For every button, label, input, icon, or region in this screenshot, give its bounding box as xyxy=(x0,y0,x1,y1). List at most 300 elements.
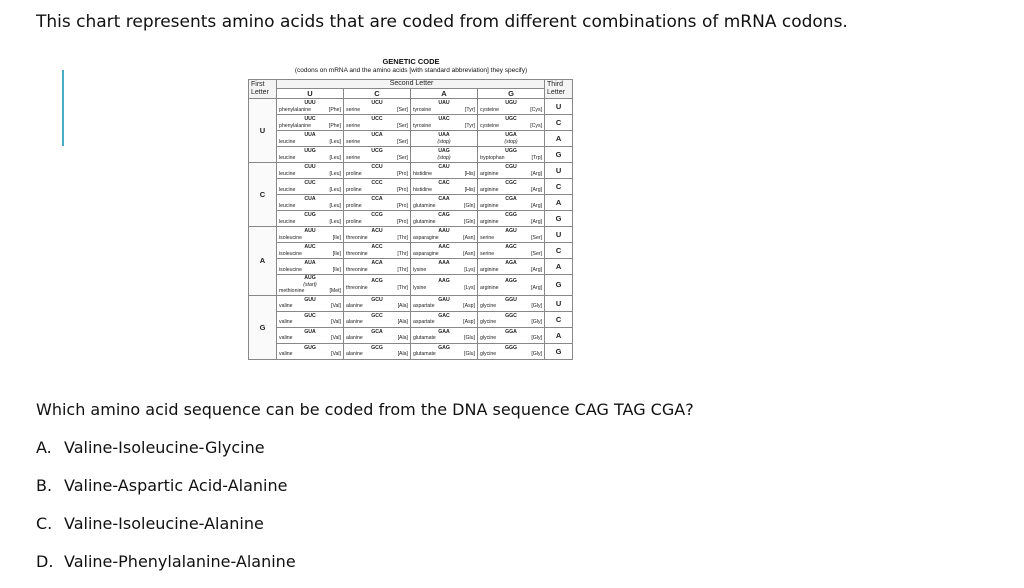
amino-acid-abbr: [Gly] xyxy=(531,335,543,342)
third-letter-cell: U xyxy=(545,227,573,243)
amino-acid-line xyxy=(279,139,341,146)
codon-cell xyxy=(277,147,344,163)
codon-label: GGC xyxy=(505,312,517,319)
amino-acid-name: valine xyxy=(279,303,293,310)
second-letter-header: Second Letter xyxy=(277,80,545,89)
option-letter: A. xyxy=(36,438,52,457)
third-letter-cell: G xyxy=(545,147,573,163)
codon-label: ACG xyxy=(371,278,383,285)
amino-acid-abbr: [Glu] xyxy=(464,335,475,342)
codon-cell xyxy=(277,211,344,227)
codon-label: GAC xyxy=(438,312,450,319)
amino-acid-abbr: [Arg] xyxy=(531,218,543,225)
codon-label: ACC xyxy=(371,243,383,250)
amino-acid-abbr: [Leu] xyxy=(329,186,341,193)
third-letter-cell: U xyxy=(545,99,573,115)
codon-label: CCG xyxy=(371,211,383,218)
amino-acid-line xyxy=(413,139,475,146)
amino-acid-name: isoleucine xyxy=(279,266,303,273)
amino-acid-line xyxy=(346,139,408,146)
codon-label: UUU xyxy=(304,99,316,106)
amino-acid-line xyxy=(346,235,408,242)
third-letter-cell: A xyxy=(545,131,573,147)
figure-subtitle: (codons on mRNA and the amino acids [with standard abbreviation] they specify) xyxy=(294,67,528,74)
codon-label: UAU xyxy=(438,99,450,106)
codon-row xyxy=(249,179,573,195)
amino-acid-abbr: [Cys] xyxy=(530,106,543,113)
codon-cell xyxy=(478,295,545,311)
amino-acid-name: leucine xyxy=(279,138,296,145)
answer-option[interactable] xyxy=(36,550,296,588)
amino-acid-name: methionine xyxy=(279,288,305,295)
codon-label: UGA xyxy=(505,131,517,138)
amino-acid-name: proline xyxy=(346,170,362,177)
amino-acid-name: glycine xyxy=(480,319,497,326)
codon-row xyxy=(249,163,573,179)
amino-acid-line xyxy=(480,351,542,358)
codon-cell xyxy=(411,195,478,211)
amino-acid-name: phenylalanine xyxy=(279,106,312,113)
amino-acid-abbr: [Arg] xyxy=(531,186,543,193)
amino-acid-abbr: [Thr] xyxy=(397,266,408,273)
codon-cell xyxy=(277,343,344,359)
codon-label: UAG xyxy=(438,147,450,154)
codon-label: CAG xyxy=(438,211,450,218)
amino-acid-abbr: [Lys] xyxy=(464,284,475,291)
amino-acid-line xyxy=(279,351,341,358)
codon-cell xyxy=(344,275,411,296)
codon-label: CUU xyxy=(304,163,316,170)
codon-label: AUA xyxy=(304,259,316,266)
amino-acid-abbr: [Ile] xyxy=(332,266,341,273)
codon-cell xyxy=(344,195,411,211)
codon-label: UCC xyxy=(371,115,383,122)
third-letter-cell: U xyxy=(545,295,573,311)
amino-acid-line xyxy=(480,267,542,274)
second-base-header: C xyxy=(344,89,411,99)
amino-acid-name: tyrosine xyxy=(413,106,432,113)
codon-label: CGU xyxy=(505,163,517,170)
third-letter-cell: G xyxy=(545,343,573,359)
codon-row xyxy=(249,115,573,131)
amino-acid-abbr: [Asn] xyxy=(463,250,475,257)
amino-acid-abbr: [Phe] xyxy=(328,122,341,129)
amino-acid-line xyxy=(346,251,408,258)
codon-label: GUC xyxy=(304,312,316,319)
amino-acid-abbr: [Phe] xyxy=(328,106,341,113)
codon-label: CCA xyxy=(371,195,383,202)
codon-cell xyxy=(277,179,344,195)
third-letter-cell: C xyxy=(545,243,573,259)
amino-acid-line xyxy=(346,123,408,130)
codon-cell xyxy=(277,99,344,115)
codon-cell xyxy=(344,227,411,243)
amino-acid-abbr: [Glu] xyxy=(464,351,475,358)
option-text: Valine-Isoleucine-Alanine xyxy=(64,514,264,533)
amino-acid-name: serine xyxy=(480,250,495,257)
codon-cell xyxy=(277,227,344,243)
amino-acid-name: serine xyxy=(480,234,495,241)
amino-acid-abbr: [Ser] xyxy=(397,138,408,145)
third-letter-cell: G xyxy=(545,275,573,296)
third-letter-cell: G xyxy=(545,211,573,227)
amino-acid-abbr: [Lys] xyxy=(464,266,475,273)
genetic-code-figure xyxy=(248,57,574,360)
amino-acid-name: serine xyxy=(346,122,361,129)
amino-acid-line xyxy=(480,251,542,258)
amino-acid-abbr: [Ala] xyxy=(397,335,408,342)
third-letter-cell: A xyxy=(545,195,573,211)
option-letter: C. xyxy=(36,514,53,533)
third-letter-cell: A xyxy=(545,327,573,343)
codon-label: AGA xyxy=(505,259,517,266)
codon-label: AUU xyxy=(304,227,316,234)
question-text: Which amino acid sequence can be coded from the DNA sequence CAG TAG CGA? xyxy=(36,400,694,419)
codon-label: ACA xyxy=(371,259,383,266)
amino-acid-line xyxy=(480,219,542,226)
amino-acid-abbr: [Pro] xyxy=(397,170,408,177)
codon-cell xyxy=(411,131,478,147)
codon-label: UGC xyxy=(505,115,517,122)
amino-acid-name: serine xyxy=(346,138,361,145)
amino-acid-name: leucine xyxy=(279,170,296,177)
codon-label: AUC xyxy=(304,243,316,250)
codon-note: (start) xyxy=(303,281,317,288)
amino-acid-abbr: [Cys] xyxy=(530,122,543,129)
amino-acid-line xyxy=(279,203,341,210)
amino-acid-name: valine xyxy=(279,335,293,342)
amino-acid-name: leucine xyxy=(279,154,296,161)
codon-label: GGG xyxy=(504,344,518,351)
amino-acid-name: valine xyxy=(279,319,293,326)
codon-row xyxy=(249,211,573,227)
amino-acid-abbr: [Asn] xyxy=(463,234,475,241)
amino-acid-abbr: [Thr] xyxy=(397,250,408,257)
amino-acid-line xyxy=(279,267,341,274)
codon-label: CAU xyxy=(438,163,450,170)
amino-acid-line xyxy=(279,123,341,130)
amino-acid-abbr: [Ser] xyxy=(397,154,408,161)
amino-acid-line xyxy=(279,187,341,194)
amino-acid-line xyxy=(346,267,408,274)
amino-acid-name: arginine xyxy=(480,218,499,225)
codon-cell xyxy=(344,163,411,179)
codon-cell xyxy=(478,343,545,359)
codon-label: CUC xyxy=(304,179,316,186)
amino-acid-abbr: [Gln] xyxy=(464,202,475,209)
codon-cell xyxy=(277,115,344,131)
amino-acid-abbr: [Trp] xyxy=(531,154,543,161)
codon-cell xyxy=(478,311,545,327)
amino-acid-abbr: [Arg] xyxy=(531,170,543,177)
first-letter-cell: G xyxy=(249,295,277,359)
second-base-header: G xyxy=(478,89,545,99)
codon-label: CUG xyxy=(304,211,316,218)
codon-label: AAC xyxy=(438,243,450,250)
codon-cell xyxy=(277,163,344,179)
amino-acid-name: threonine xyxy=(346,250,368,257)
amino-acid-abbr: [Pro] xyxy=(397,218,408,225)
amino-acid-abbr: [Val] xyxy=(331,303,341,310)
amino-acid-line xyxy=(413,123,475,130)
codon-row xyxy=(249,311,573,327)
amino-acid-line xyxy=(346,107,408,114)
codon-label: CCC xyxy=(371,179,383,186)
codon-label: ACU xyxy=(371,227,383,234)
codon-cell xyxy=(478,327,545,343)
amino-acid-abbr: [Thr] xyxy=(397,234,408,241)
amino-acid-line xyxy=(346,155,408,162)
codon-label: UAC xyxy=(438,115,450,122)
codon-cell xyxy=(411,163,478,179)
amino-acid-name: alanine xyxy=(346,319,363,326)
codon-cell xyxy=(277,275,344,296)
third-letter-cell: C xyxy=(545,311,573,327)
amino-acid-name: threonine xyxy=(346,234,368,241)
amino-acid-name: aspartate xyxy=(413,319,435,326)
amino-acid-name: arginine xyxy=(480,170,499,177)
amino-acid-abbr: [Ala] xyxy=(397,319,408,326)
codon-label: GAU xyxy=(438,296,450,303)
amino-acid-line xyxy=(346,285,408,292)
codon-label: AAU xyxy=(438,227,450,234)
codon-cell xyxy=(344,327,411,343)
amino-acid-line xyxy=(346,219,408,226)
codon-row xyxy=(249,147,573,163)
amino-acid-line xyxy=(346,203,408,210)
amino-acid-name: cysteine xyxy=(480,106,500,113)
codon-cell xyxy=(411,259,478,275)
codon-label: CGC xyxy=(505,179,517,186)
codon-cell xyxy=(344,99,411,115)
amino-acid-name: glutamine xyxy=(413,202,436,209)
codon-cell xyxy=(478,195,545,211)
answer-option[interactable] xyxy=(36,436,296,474)
amino-acid-name: histidine xyxy=(413,186,433,193)
amino-acid-abbr: [Asp] xyxy=(463,303,475,310)
codon-label: AGC xyxy=(505,243,517,250)
codon-cell xyxy=(344,179,411,195)
codon-cell xyxy=(411,311,478,327)
genetic-code-table xyxy=(248,79,573,360)
amino-acid-name: aspartate xyxy=(413,303,435,310)
second-base-header: U xyxy=(277,89,344,99)
amino-acid-abbr: [Ala] xyxy=(397,351,408,358)
codon-cell xyxy=(478,99,545,115)
amino-acid-abbr: [Leu] xyxy=(329,218,341,225)
amino-acid-name: lysine xyxy=(413,266,427,273)
codon-cell xyxy=(478,147,545,163)
amino-acid-abbr: [Val] xyxy=(331,319,341,326)
amino-acid-abbr: [Ile] xyxy=(332,234,341,241)
codon-label: AGU xyxy=(505,227,517,234)
amino-acid-line xyxy=(480,335,542,342)
second-base-header: A xyxy=(411,89,478,99)
amino-acid-name: leucine xyxy=(279,218,296,225)
amino-acid-name: proline xyxy=(346,218,362,225)
amino-acid-name: cysteine xyxy=(480,122,500,129)
codon-cell xyxy=(277,243,344,259)
codon-cell xyxy=(344,115,411,131)
amino-acid-name: threonine xyxy=(346,266,368,273)
codon-cell xyxy=(344,211,411,227)
figure-title: GENETIC CODE xyxy=(382,57,440,66)
amino-acid-abbr: [Gly] xyxy=(531,319,543,326)
amino-acid-line xyxy=(346,335,408,342)
amino-acid-name: tyrosine xyxy=(413,122,432,129)
codon-cell xyxy=(344,131,411,147)
codon-cell xyxy=(411,243,478,259)
codon-label: GAG xyxy=(438,344,450,351)
amino-acid-name: glutamate xyxy=(413,351,436,358)
amino-acid-name: threonine xyxy=(346,284,368,291)
amino-acid-line xyxy=(413,219,475,226)
amino-acid-abbr: [Ser] xyxy=(397,122,408,129)
codon-label: GUU xyxy=(304,296,316,303)
amino-acid-abbr: [Arg] xyxy=(531,266,543,273)
codon-cell xyxy=(277,259,344,275)
codon-cell xyxy=(478,259,545,275)
codon-row xyxy=(249,243,573,259)
option-text: Valine-Aspartic Acid-Alanine xyxy=(64,476,288,495)
codon-cell xyxy=(411,275,478,296)
amino-acid-line xyxy=(413,285,475,292)
amino-acid-name: arginine xyxy=(480,202,499,209)
codon-label: GGA xyxy=(505,328,517,335)
amino-acid-abbr: [Pro] xyxy=(397,202,408,209)
amino-acid-name: glycine xyxy=(480,351,497,358)
amino-acid-line xyxy=(413,235,475,242)
amino-acid-abbr: [Val] xyxy=(331,335,341,342)
amino-acid-name: (stop) xyxy=(437,154,451,161)
codon-label: UCU xyxy=(371,99,383,106)
codon-cell xyxy=(277,311,344,327)
codon-label: CGA xyxy=(505,195,517,202)
amino-acid-abbr: [Pro] xyxy=(397,186,408,193)
codon-row xyxy=(249,275,573,296)
amino-acid-name: glutamine xyxy=(413,218,436,225)
codon-cell xyxy=(478,227,545,243)
third-letter-cell: U xyxy=(545,163,573,179)
codon-cell xyxy=(344,147,411,163)
codon-label: UUA xyxy=(304,131,316,138)
codon-cell xyxy=(411,227,478,243)
amino-acid-line xyxy=(413,251,475,258)
codon-cell xyxy=(478,115,545,131)
amino-acid-line xyxy=(480,235,542,242)
amino-acid-line xyxy=(346,171,408,178)
codon-cell xyxy=(411,99,478,115)
option-text: Valine-Phenylalanine-Alanine xyxy=(64,552,296,571)
amino-acid-abbr: [Arg] xyxy=(531,202,543,209)
codon-row xyxy=(249,343,573,359)
amino-acid-abbr: [Gln] xyxy=(464,218,475,225)
amino-acid-abbr: [Met] xyxy=(329,288,341,295)
codon-cell xyxy=(411,343,478,359)
first-letter-cell: U xyxy=(249,99,277,163)
amino-acid-line xyxy=(279,219,341,226)
answer-option[interactable] xyxy=(36,512,296,550)
amino-acid-name: glycine xyxy=(480,303,497,310)
amino-acid-line xyxy=(279,171,341,178)
amino-acid-abbr: [Gly] xyxy=(531,351,543,358)
amino-acid-name: proline xyxy=(346,186,362,193)
codon-row xyxy=(249,327,573,343)
amino-acid-line xyxy=(480,319,542,326)
codon-label: GCA xyxy=(371,328,383,335)
amino-acid-name: leucine xyxy=(279,186,296,193)
amino-acid-line xyxy=(346,303,408,310)
amino-acid-abbr: [Asp] xyxy=(463,319,475,326)
amino-acid-name: alanine xyxy=(346,335,363,342)
codon-cell xyxy=(277,295,344,311)
amino-acid-line xyxy=(480,203,542,210)
amino-acid-abbr: [Ser] xyxy=(531,234,543,241)
codon-cell xyxy=(344,311,411,327)
option-letter: D. xyxy=(36,552,54,571)
codon-label: UAA xyxy=(438,131,450,138)
amino-acid-name: arginine xyxy=(480,266,499,273)
amino-acid-abbr: [His] xyxy=(464,186,475,193)
codon-row xyxy=(249,295,573,311)
amino-acid-abbr: [Leu] xyxy=(329,138,341,145)
codon-label: GUG xyxy=(304,344,316,351)
amino-acid-line xyxy=(480,187,542,194)
amino-acid-line xyxy=(413,303,475,310)
codon-cell xyxy=(478,131,545,147)
amino-acid-abbr: [Ser] xyxy=(531,250,543,257)
codon-label: CUA xyxy=(304,195,316,202)
answer-option[interactable] xyxy=(36,474,296,512)
amino-acid-name: (stop) xyxy=(437,138,451,145)
amino-acid-name: asparagine xyxy=(413,234,439,241)
amino-acid-name: leucine xyxy=(279,202,296,209)
codon-label: CCU xyxy=(371,163,383,170)
third-letter-header: Third Letter xyxy=(545,80,573,99)
codon-cell xyxy=(478,275,545,296)
amino-acid-line xyxy=(279,335,341,342)
amino-acid-line xyxy=(279,303,341,310)
codon-label: CAC xyxy=(438,179,450,186)
amino-acid-name: valine xyxy=(279,351,293,358)
amino-acid-abbr: [Thr] xyxy=(397,284,408,291)
codon-label: GUA xyxy=(304,328,316,335)
amino-acid-name: arginine xyxy=(480,284,499,291)
amino-acid-name: isoleucine xyxy=(279,234,303,241)
codon-label: UCG xyxy=(371,147,383,154)
amino-acid-line xyxy=(279,288,341,295)
amino-acid-line xyxy=(279,251,341,258)
amino-acid-name: glycine xyxy=(480,335,497,342)
codon-cell xyxy=(344,343,411,359)
codon-label: AAA xyxy=(438,259,450,266)
third-letter-cell: C xyxy=(545,115,573,131)
codon-cell xyxy=(478,179,545,195)
amino-acid-line xyxy=(480,285,542,292)
amino-acid-line xyxy=(413,171,475,178)
amino-acid-name: serine xyxy=(346,106,361,113)
third-letter-cell: A xyxy=(545,259,573,275)
amino-acid-name: lysine xyxy=(413,284,427,291)
codon-cell xyxy=(344,243,411,259)
first-letter-header: First Letter xyxy=(249,80,277,99)
first-letter-cell: A xyxy=(249,227,277,296)
amino-acid-line xyxy=(346,187,408,194)
codon-cell xyxy=(344,295,411,311)
amino-acid-abbr: [Leu] xyxy=(329,202,341,209)
amino-acid-line xyxy=(413,155,475,162)
amino-acid-line xyxy=(480,139,542,146)
